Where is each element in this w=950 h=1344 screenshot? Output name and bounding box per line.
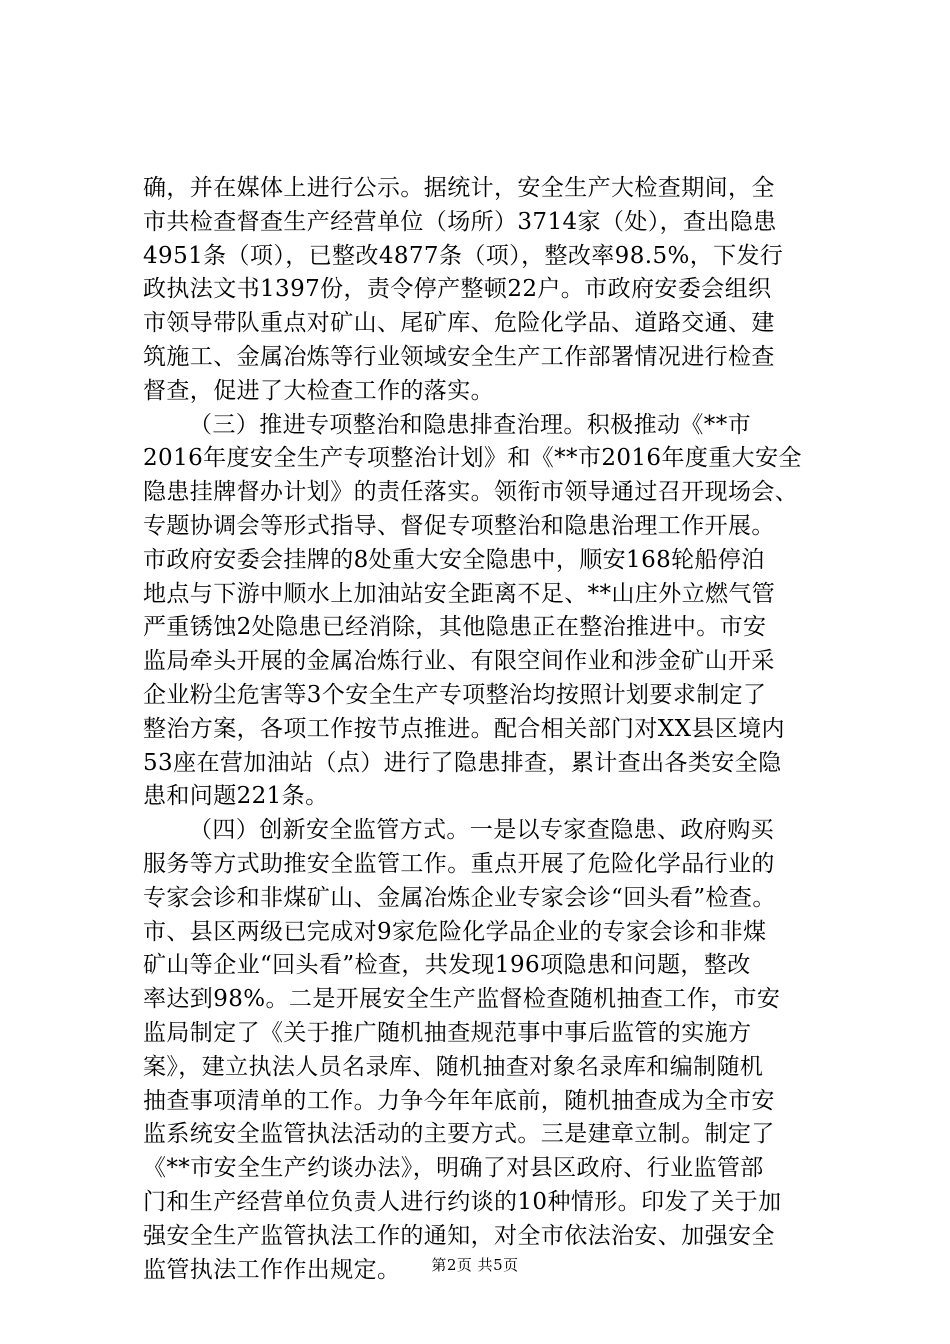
text-line: 监管执法工作作出规定。 — [143, 1256, 401, 1283]
text-line: 严重锈蚀2处隐患已经消除，其他隐患正在整治推进中。市安 — [143, 614, 767, 641]
text-line: 专题协调会等形式指导、督促专项整治和隐患治理工作开展。 — [143, 512, 775, 539]
text-line: 政执法文书1397份，责令停产整顿22户。市政府安委会组织 — [143, 276, 772, 303]
text-line: 整治方案，各项工作按节点推进。配合相关部门对XX县区境内 — [143, 715, 785, 742]
text-line: 4951条（项），已整改4877条（项），整改率98.5%，下发行 — [143, 242, 784, 269]
text-line: 矿山等企业“回头看”检查，共发现196项隐患和问题，整改 — [143, 952, 751, 979]
text-line: 《**市安全生产约谈办法》，明确了对县区政府、行业监管部 — [143, 1155, 764, 1182]
text-line: 市政府安委会挂牌的8处重大安全隐患中，顺安168轮船停泊 — [143, 546, 765, 573]
text-line: 市领导带队重点对矿山、尾矿库、危险化学品、道路交通、建 — [143, 310, 775, 337]
text-line: 门和生产经营单位负责人进行约谈的10种情形。印发了关于加 — [143, 1188, 782, 1215]
text-line: 隐患挂牌督办计划》的责任落实。领衔市领导通过召开现场会、 — [143, 479, 799, 506]
text-line: 企业粉尘危害等3个安全生产专项整治均按照计划要求制定了 — [143, 681, 767, 708]
text-line: 服务等方式助推安全监管工作。重点开展了危险化学品行业的 — [143, 850, 775, 877]
section-heading-line: （四）创新安全监管方式。一是以专家查隐患、政府购买 — [189, 817, 774, 844]
text-line: 监局牵头开展的金属冶炼行业、有限空间作业和涉金矿山开采 — [143, 648, 775, 675]
text-line: 监局制定了《关于推广随机抽查规范事中事后监管的实施方 — [143, 1019, 752, 1046]
text-line: 抽查事项清单的工作。力争今年年底前，随机抽查成为全市安 — [143, 1087, 775, 1114]
text-line: 患和问题221条。 — [143, 783, 329, 810]
text-line: 地点与下游中顺水上加油站安全距离不足、**山庄外立燃气管 — [143, 580, 776, 607]
text-line: 53座在营加油站（点）进行了隐患排查，累计查出各类安全隐 — [143, 749, 782, 776]
section-heading-line: （三）推进专项整治和隐患排查治理。积极推动《**市 — [189, 411, 751, 438]
text-line: 监系统安全监管执法活动的主要方式。三是建章立制。制定了 — [143, 1121, 775, 1148]
text-line: 市、县区两级已完成对9家危险化学品企业的专家会诊和非煤 — [143, 918, 767, 945]
text-line: 筑施工、金属冶炼等行业领域安全生产工作部署情况进行检查 — [143, 343, 775, 370]
text-line: 市共检查督查生产经营单位（场所）3714家（处），查出隐患 — [143, 208, 777, 235]
text-line: 督查，促进了大检查工作的落实。 — [143, 377, 494, 404]
text-line: 率达到98%。二是开展安全生产监督检查随机抽查工作，市安 — [143, 986, 781, 1013]
text-line: 确，并在媒体上进行公示。据统计，安全生产大检查期间，全 — [143, 175, 775, 201]
text-line: 案》，建立执法人员名录库、随机抽查对象名录库和编制随机 — [143, 1053, 764, 1080]
text-line: 强安全生产监管执法工作的通知，对全市依法治安、加强安全 — [143, 1222, 775, 1249]
text-line: 专家会诊和非煤矿山、金属冶炼企业专家会诊“回头看”检查。 — [143, 884, 776, 911]
page-number-footer: 第2页 共5页 — [431, 1256, 519, 1274]
text-line: 2016年度安全生产专项整治计划》和《**市2016年度重大安全 — [143, 445, 802, 472]
document-body — [143, 172, 823, 1287]
